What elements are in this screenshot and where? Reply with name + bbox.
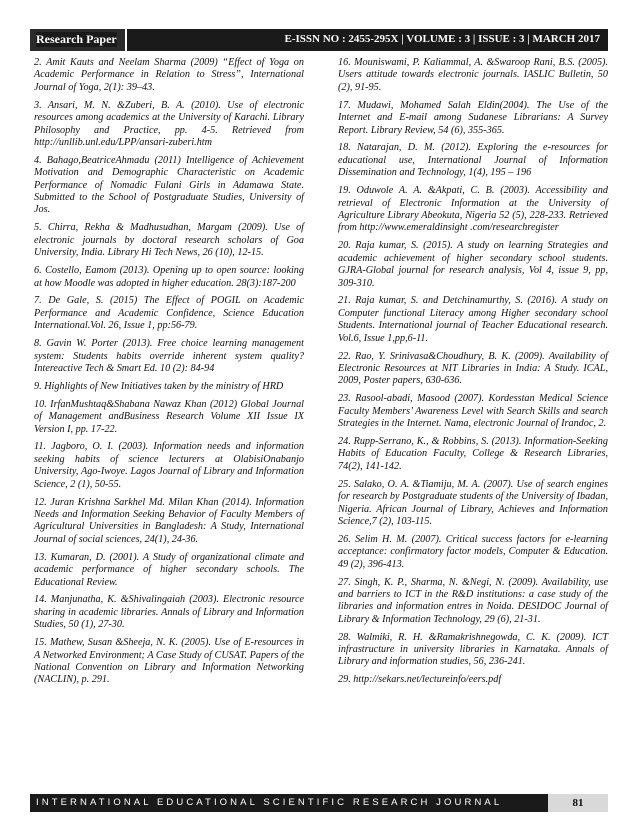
reference-item: 13. Kumaran, D. (2001). A Study of organizational climate and academic performance of higher secondary schools. The Educational Review. [34, 551, 304, 588]
reference-item: 28. Walmiki, R. H. &Ramakrishnegowda, C. K. (2009). ICT infrastructure in university libraries in Karnataka. Annals of Library and information studies, 56, 236-241. [338, 631, 608, 668]
reference-item: 18. Natarajan, D. M. (2012). Exploring the e-resources for educational use, International Journal of Information Dissemination and Technology, 1(4), 195 – 196 [338, 142, 608, 179]
references-right-column [338, 57, 608, 692]
page-header [30, 29, 608, 51]
page-number: 81 [548, 794, 608, 812]
reference-item: 3. Ansari, M. N. &Zuberi, B. A. (2010). Use of electronic resources among academics at the University of Karachi. Library Philosophy and Practice, pp. 4-5. Retrieved from http://unllib.unl.edu/LPP/ansari-zuberi.htm [34, 99, 304, 148]
reference-item: 8. Gavin W. Porter (2013). Free choice learning management system: Students habits override inherent system quality? Intereactive Tech & Smart Ed. 10 (2): 84-94 [34, 338, 304, 374]
reference-item: 25. Salako, O. A. &Tiamiju, M. A. (2007). Use of search engines for research by Postgraduate students of the University of Ibadan, Nigeria. African Journal of Library, Achieves and Information Science,7 (2), 103-115. [338, 478, 608, 527]
reference-item: 4. Bahago,BeatriceAhmadu (2011) Intelligence of Achievement Motivation and Demographic Characteristic on Academic Performance of Nomadic Fulani Girls in Adamawa State. Submitted to the School of Postgraduate Studies, University of Jos. [34, 154, 304, 216]
reference-item: 12. Juran Krishna Sarkhel Md. Milan Khan (2014). Information Needs and Information Seeking Behavior of Faculty Members of Agricultural Universities in Bangladesh: A Study, International Journal of social sciences, 24(1), 24-36. [34, 496, 304, 545]
reference-item: 14. Manjunatha, K. &Shivalingaiah (2003). Electronic resource sharing in academic libraries. Annals of Library and Information Studies, 50 (1), 27-30. [34, 594, 304, 631]
reference-item: 15. Mathew, Susan &Sheeja, N. K. (2005). Use of E-resources in A Networked Environment; A Case Study of CUSAT. Papers of the National Convention on Library and Information Networking (NACLIN), p. 291. [34, 637, 304, 686]
issn-volume-info: E-ISSN NO : 2455-295X | VOLUME : 3 | ISSUE : 3 | MARCH 2017 [284, 33, 600, 45]
reference-item: 16. Mouniswami, P. Kaliammal, A. &Swaroop Rani, B.S. (2005). Users attitude towards electronic journals. IASLIC Bulletin, 50 (2), 91-95. [338, 57, 608, 93]
reference-item: 21. Raja kumar, S. and Detchinamurthy, S. (2016). A study on Computer functional Literacy among Higher secondary school Students. International journal of Teacher Educational research. Vol.6, Issue 1,pp,6-11. [338, 295, 608, 344]
reference-item: 26. Selim H. M. (2007). Critical success factors for e-learning acceptance: confirmatory factor models, Computer & Education. 49 (2), 396-413. [338, 533, 608, 570]
references-left-column [34, 57, 304, 692]
reference-item: 7. De Gale, S. (2015) The Effect of POGIL on Academic Performance and Academic Confidence, Science Education International.Vol. 26, Issue 1, pp:56-79. [34, 295, 304, 332]
page-footer [30, 794, 608, 812]
reference-item: 10. IrfanMushtaq&Shabana Nawaz Khan (2012) Global Journal of Management andBusiness Research Volume XII Issue IX Version I, pp. 17-22. [34, 398, 304, 435]
reference-item: 9. Highlights of New Initiatives taken by the ministry of HRD [34, 380, 284, 392]
reference-item: 2. Amit Kauts and Neelam Sharma (2009) “Effect of Yoga on Academic Performance in Relation to Stress”, International Journal of Yoga, 2(1): 39–43. [34, 57, 304, 93]
reference-item: 22. Rao, Y. Srinivasa&Choudhury, B. K. (2009). Availability of Electronic Resources at NIT Libraries in India: A Study. ICAL, 2009, Poster papers, 630-636. [338, 350, 608, 387]
reference-item: 20. Raja kumar, S. (2015). A study on learning Strategies and academic achievement of higher secondary school students. GJRA-Global journal for research analysis, Vol 4, issue 9, pp, 309-310. [338, 240, 608, 289]
reference-item: 27. Singh, K. P., Sharma, N. &Negi, N. (2009). Availability, use and barriers to ICT in the R&D institutions: a case study of the libraries and information entres in Noida. DESIDOC Journal of Library & Information Technology, 29 (6), 21-31. [338, 576, 608, 625]
reference-item: 19. Oduwole A. A. &Akpati, C. B. (2003). Accessibility and retrieval of Electronic Information at the University of Agriculture Library Abeokuta, Nigeria 52 (5), 228-233. Retrieved from http://www.emeraldinsight .com/researchregister [338, 185, 608, 234]
reference-item: 23. Rasool-abadi, Masood (2007). Kordesstan Medical Science Faculty Members’ Awareness Level with Search Skills and search Strategies in the Internet. Nama, electronic Journal of Irandoc, 2. [338, 393, 608, 430]
reference-item: 5. Chirra, Rekha & Madhusudhan, Margam (2009). Use of electronic journals by doctoral research scholars of Goa University, India. Library Hi Tech News, 26 (10), 12-15. [34, 222, 304, 259]
journal-name: INTERNATIONAL EDUCATIONAL SCIENTIFIC RESEARCH JOURNAL [36, 797, 503, 808]
reference-item: 29. http://sekars.net/lectureinfo/eers.pdf [338, 674, 502, 686]
reference-item: 17. Mudawi, Mohamed Salah Eldin(2004). The Use of the Internet and E-mail among Sudanese Librarians: A Survey Report. Library Review, 54 (6), 355-365. [338, 99, 608, 136]
reference-item: 11. Jagboro, O. I. (2003). Information needs and information seeking habits of science lecturers at OlabisiOnabanjo University, Ago-Iwoye. Lagos Journal of Library and Information Science, 2 (1), 50-55. [34, 441, 304, 490]
paper-type-label: Research Paper [36, 32, 117, 46]
reference-item: 6. Costello, Eamom (2013). Opening up to open source: looking at how Moodle was adopted in higher education. 28(3):187-200 [34, 265, 304, 289]
reference-item: 24. Rupp-Serrano, K., & Robbins, S. (2013). Information-Seeking Habits of Education Faculty, College & Research Libraries, 74(2), 141-142. [338, 435, 608, 472]
